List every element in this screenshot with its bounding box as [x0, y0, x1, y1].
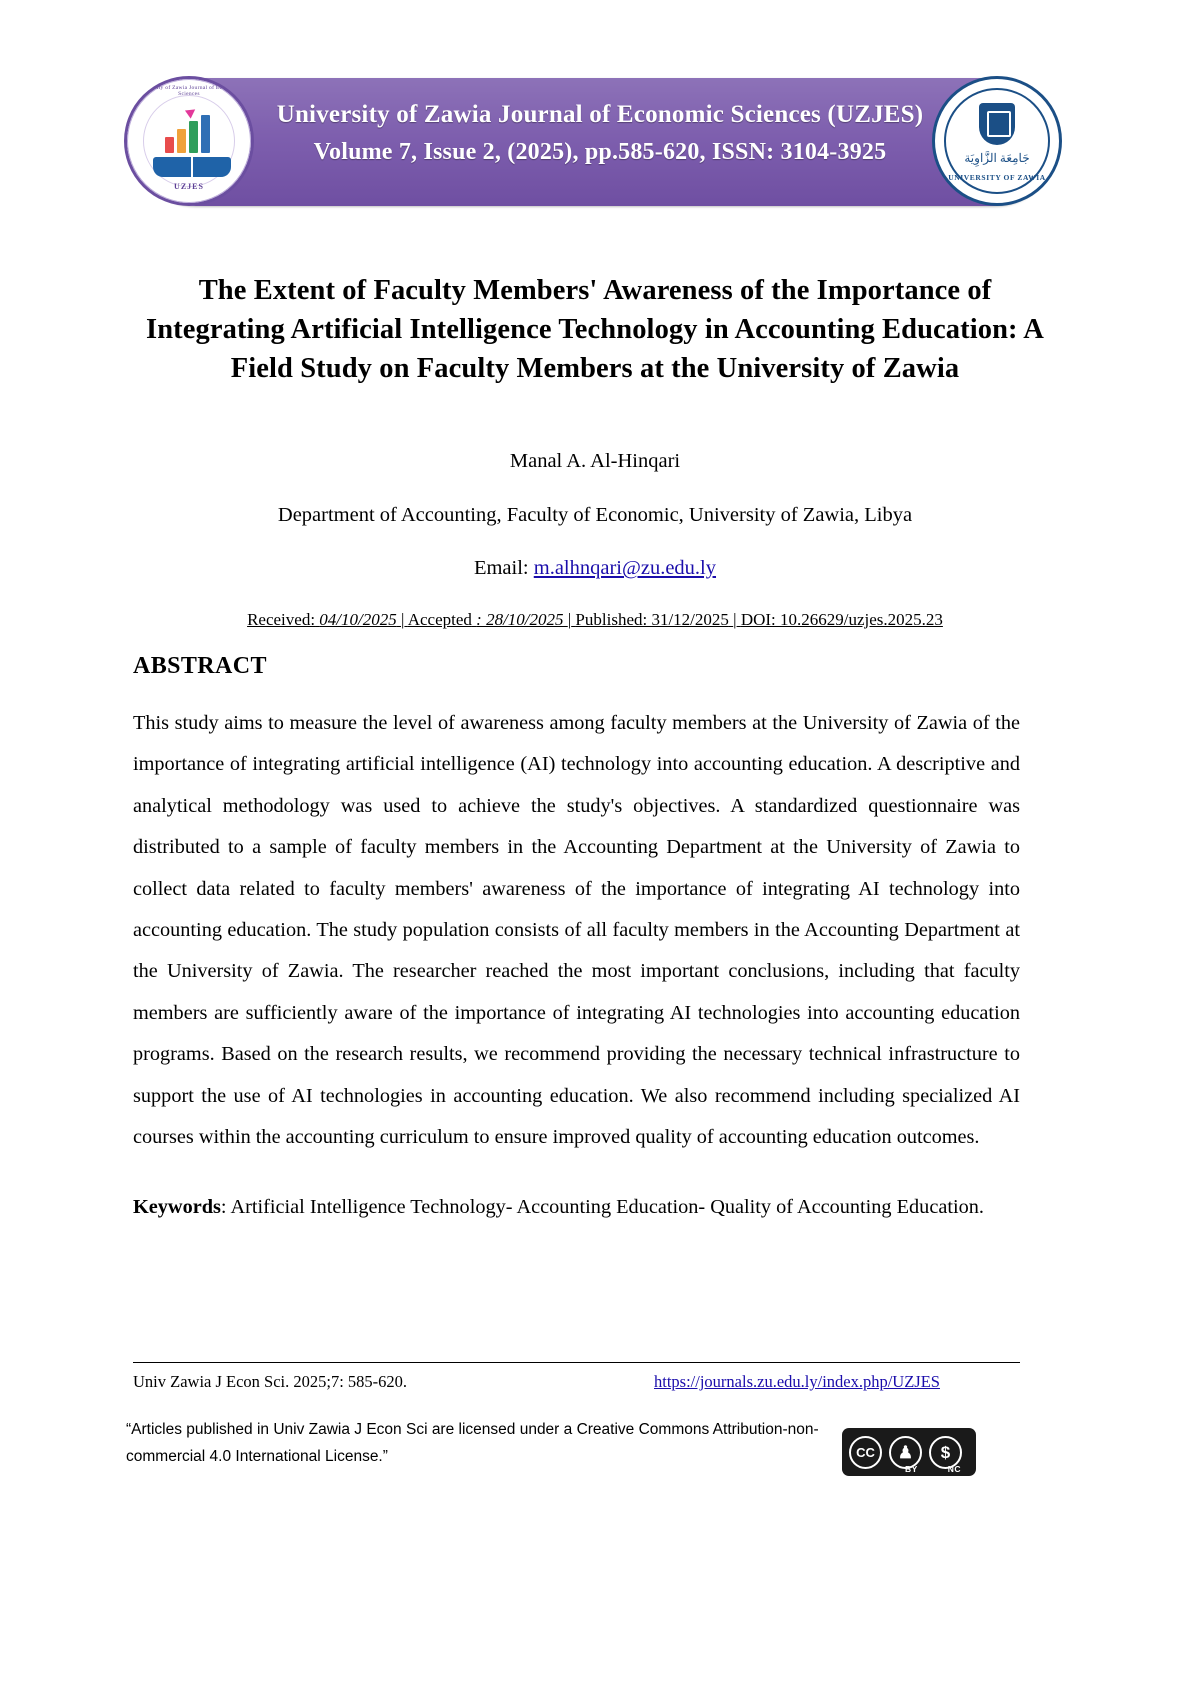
journal-title-line: University of Zawia Journal of Economic Sciences (UZJES) — [276, 101, 924, 128]
abstract-body: This study aims to measure the level of awareness among faculty members at the University of Zawia of the importance of integrating artificial intelligence (AI) technology into accounting education. A descriptive and analytical methodology was used to achieve the study's objectives. A standardized questionnaire was distributed to a sample of faculty members in the Accounting Department at the University of Zawia to collect data related to faculty members' awareness of the importance of integrating AI technology into accounting education. The study population consists of all faculty members in the Accounting Department at the University of Zawia. The researcher reached the most important conclusions, including that faculty members are sufficiently aware of the importance of integrating AI technologies into accounting education programs. Based on the research results, we recommend providing the necessary technical infrastructure to support the use of AI technologies in accounting education. We also recommend including specialized AI courses within the accounting curriculum to ensure improved quality of accounting education outcomes. — [133, 712, 1020, 1148]
journal-logo-top-text: University of Zawia Journal of Economic Sciences — [137, 85, 241, 97]
journal-volume-line: Volume 7, Issue 2, (2025), pp.585-620, ISSN: 3104-3925 — [313, 138, 887, 165]
abstract-heading: ABSTRACT — [133, 653, 267, 679]
attribution-icon: ♟ — [889, 1436, 922, 1469]
received-value: 04/10/2025 — [319, 610, 397, 629]
journal-header-text — [220, 96, 980, 170]
journal-url-link[interactable]: https://journals.zu.edu.ly/index.php/UZJES — [654, 1372, 940, 1391]
university-logo-english: UNIVERSITY OF ZAWIA — [948, 173, 1046, 182]
noncommercial-icon: $ — [929, 1436, 962, 1469]
author-email-link[interactable]: m.alhnqari@zu.edu.ly — [533, 557, 717, 579]
footer-citation: Univ Zawia J Econ Sci. 2025;7: 585-620. — [133, 1372, 408, 1391]
date-separator-3: | — [733, 610, 737, 629]
accepted-label: Accepted — [407, 610, 472, 629]
cc-by-label: BY — [904, 1464, 918, 1474]
university-logo-icon — [932, 76, 1062, 206]
university-logo-arabic: جَامِعَة الزَّاوِيَة — [964, 151, 1030, 165]
accepted-value: : 28/10/2025 — [476, 610, 564, 629]
published-value: Published: 31/12/2025 — [575, 610, 729, 629]
author-affiliation: Department of Accounting, Faculty of Economic, University of Zawia, Libya — [277, 504, 913, 526]
date-separator-1: | — [401, 610, 405, 629]
cc-icon: CC — [849, 1436, 882, 1469]
keywords-value: : Artificial Intelligence Technology- Accounting Education- Quality of Accounting Education. — [220, 1196, 984, 1218]
article-dates — [130, 610, 1060, 630]
keywords-line — [133, 1190, 1020, 1226]
shield-icon — [979, 103, 1015, 145]
author-name: Manal A. Al-Hinqari — [509, 450, 681, 472]
received-label: Received: — [247, 610, 316, 629]
cc-badge-labels — [890, 1464, 976, 1474]
license-text: “Articles published in Univ Zawia J Econ Sci are licensed under a Creative Commons Attribution-non-commercial 4.0 International License.” — [126, 1421, 819, 1466]
cc-nc-label: NC — [947, 1464, 962, 1474]
doi-value: DOI: 10.26629/uzjes.2025.23 — [740, 610, 943, 629]
footer-divider — [133, 1362, 1020, 1363]
creative-commons-badge-icon — [842, 1428, 976, 1476]
email-label: Email: — [473, 557, 529, 579]
bar-chart-icon — [161, 115, 223, 153]
keywords-label: Keywords — [133, 1196, 221, 1218]
page-title: The Extent of Faculty Members' Awareness of the Importance of Integrating Artificial Intelligence Technology in Accounting Education: A Field Study on Faculty Members at the University of Zawia — [146, 275, 1044, 385]
journal-logo-acronym: UZJES — [174, 182, 204, 191]
author-email-line — [130, 557, 1060, 580]
date-separator-2: | — [567, 610, 572, 629]
